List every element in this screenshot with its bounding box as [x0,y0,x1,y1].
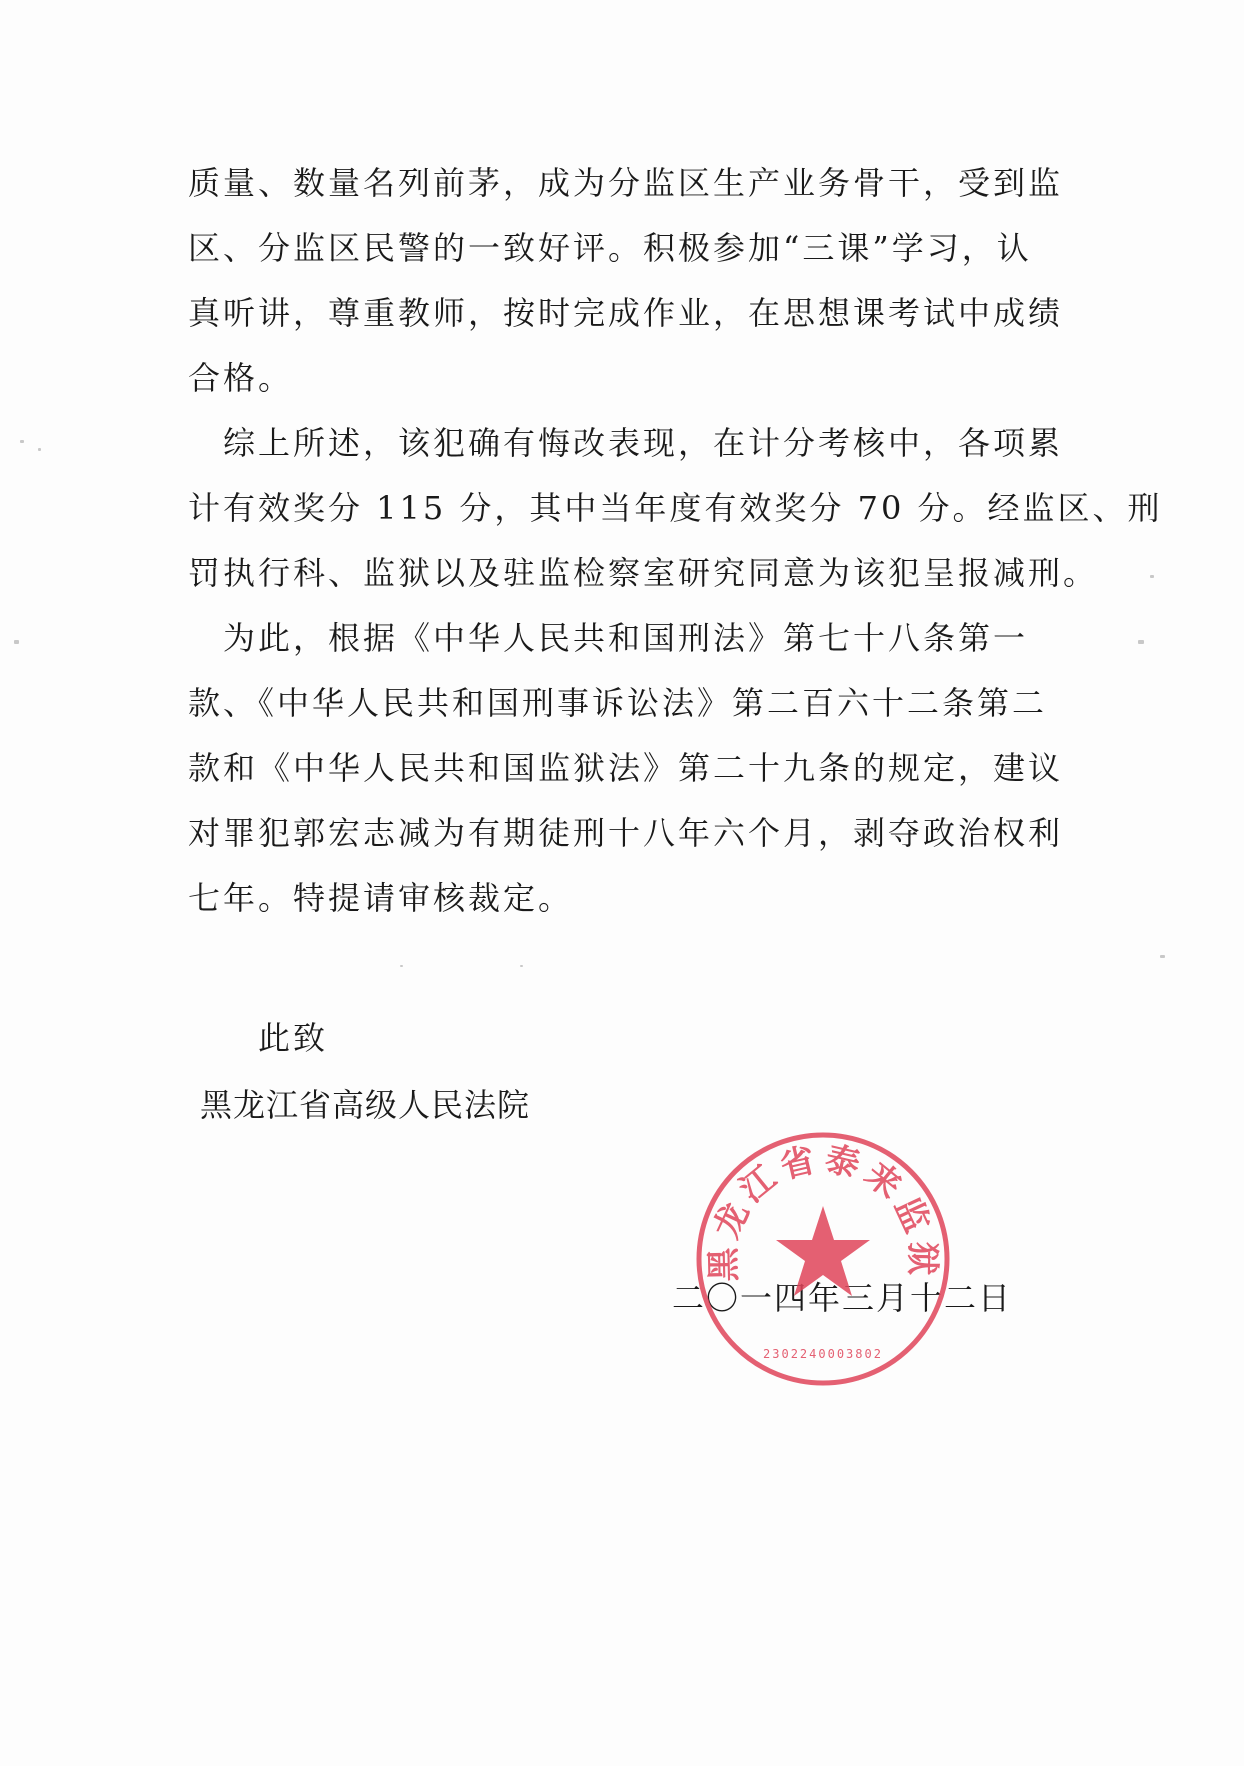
body-line-5: 综上所述，该犯确有悔改表现，在计分考核中，各项累 [188,424,1064,462]
scan-speck [520,965,523,967]
official-seal-icon [692,1128,954,1390]
body-line-4: 合格。 [188,359,294,397]
signature-date: 二〇一四年三月十二日 [672,1279,1013,1317]
body-line-6: 计有效奖分 115 分，其中当年度有效奖分 70 分。经监区、刑 [188,489,1163,527]
addressee: 黑龙江省高级人民法院 [200,1086,531,1124]
body-line-7: 罚执行科、监狱以及驻监检察室研究同意为该犯呈报减刑。 [188,554,1099,592]
scan-speck [14,640,19,644]
body-line-3: 真听讲，尊重教师，按时完成作业，在思想课考试中成绩 [188,294,1064,332]
scan-speck [38,448,41,451]
body-line-11: 对罪犯郭宏志减为有期徒刑十八年六个月，剥夺政治权利 [188,814,1064,852]
body-line-2: 区、分监区民警的一致好评。积极参加“三课”学习，认 [188,229,1032,267]
scan-speck [1150,575,1154,578]
svg-text:2302240003802: 2302240003802 [763,1347,883,1361]
scan-speck [20,440,24,443]
scan-speck [1138,640,1144,644]
scan-speck [400,965,403,967]
scan-speck [1160,955,1165,958]
body-line-12: 七年。特提请审核裁定。 [188,879,574,917]
body-line-9: 款、《中华人民共和国刑事诉讼法》第二百六十二条第二 [188,684,1048,722]
body-line-1: 质量、数量名列前茅，成为分监区生产业务骨干，受到监 [188,164,1064,202]
body-line-10: 款和《中华人民共和国监狱法》第二十九条的规定，建议 [188,749,1064,787]
svg-text:黑龙江省泰来监狱: 黑龙江省泰来监狱 [703,1138,943,1282]
closing-salutation: 此致 [258,1019,329,1057]
body-line-8: 为此，根据《中华人民共和国刑法》第七十八条第一 [188,619,1029,657]
